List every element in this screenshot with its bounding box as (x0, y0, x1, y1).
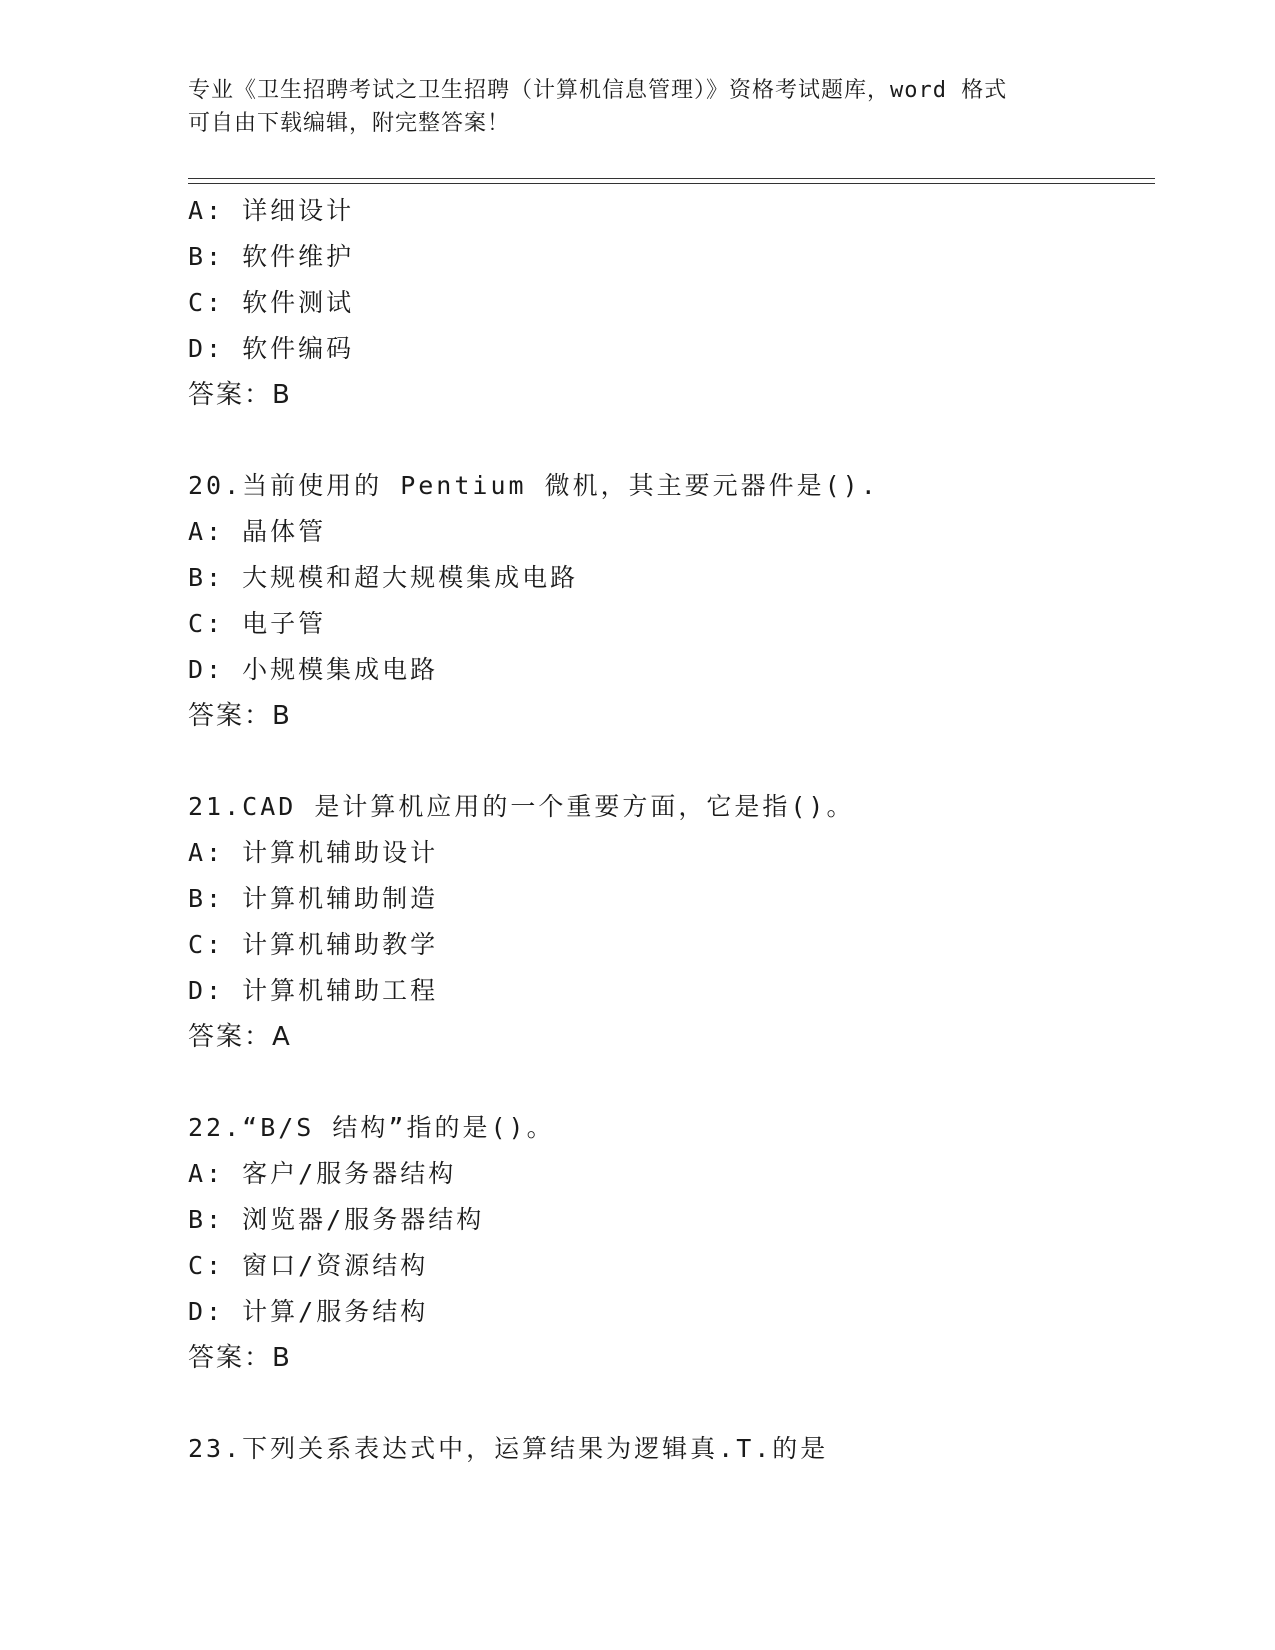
option-b: B: 计算机辅助制造 (188, 884, 439, 913)
document-header (188, 74, 1088, 140)
question-text: 22.“B/S 结构”指的是()。 (188, 1113, 555, 1142)
block-spacer (188, 418, 1148, 463)
option-a: A: 客户/服务器结构 (188, 1159, 457, 1188)
header-line-2: 可自由下载编辑，附完整答案！ (188, 111, 511, 136)
block-spacer (188, 1381, 1148, 1426)
question-text: 20.当前使用的 Pentium 微机，其主要元器件是(). (188, 471, 879, 500)
block-spacer (188, 739, 1148, 784)
option-c: C: 软件测试 (188, 288, 355, 317)
answer-line: 答案：B (188, 701, 292, 731)
question-block-19 (188, 188, 1148, 418)
option-a: A: 详细设计 (188, 196, 355, 225)
header-line-1: 专业《卫生招聘考试之卫生招聘（计算机信息管理）》资格考试题库，word 格式 (188, 78, 1008, 103)
answer-line: 答案：B (188, 1343, 292, 1373)
option-a: A: 晶体管 (188, 517, 327, 546)
option-d: D: 小规模集成电路 (188, 655, 439, 684)
option-d: D: 计算机辅助工程 (188, 976, 439, 1005)
question-block-20 (188, 463, 1148, 739)
question-list (188, 188, 1148, 1472)
option-c: C: 窗口/资源结构 (188, 1251, 429, 1280)
question-block-22 (188, 1105, 1148, 1381)
block-spacer (188, 1060, 1148, 1105)
question-text: 23.下列关系表达式中，运算结果为逻辑真.T.的是 (188, 1434, 829, 1463)
answer-line: 答案：B (188, 380, 292, 410)
question-text: 21.CAD 是计算机应用的一个重要方面，它是指()。 (188, 792, 855, 821)
option-d: D: 软件编码 (188, 334, 355, 363)
option-b: B: 大规模和超大规模集成电路 (188, 563, 579, 592)
header-divider-bottom (188, 183, 1155, 184)
question-block-21 (188, 784, 1148, 1060)
option-c: C: 计算机辅助教学 (188, 930, 439, 959)
answer-line: 答案：A (188, 1022, 292, 1052)
option-b: B: 软件维护 (188, 242, 355, 271)
option-d: D: 计算/服务结构 (188, 1297, 429, 1326)
question-block-23 (188, 1426, 1148, 1472)
option-b: B: 浏览器/服务器结构 (188, 1205, 485, 1234)
header-divider-top (188, 178, 1155, 179)
option-c: C: 电子管 (188, 609, 327, 638)
option-a: A: 计算机辅助设计 (188, 838, 439, 867)
